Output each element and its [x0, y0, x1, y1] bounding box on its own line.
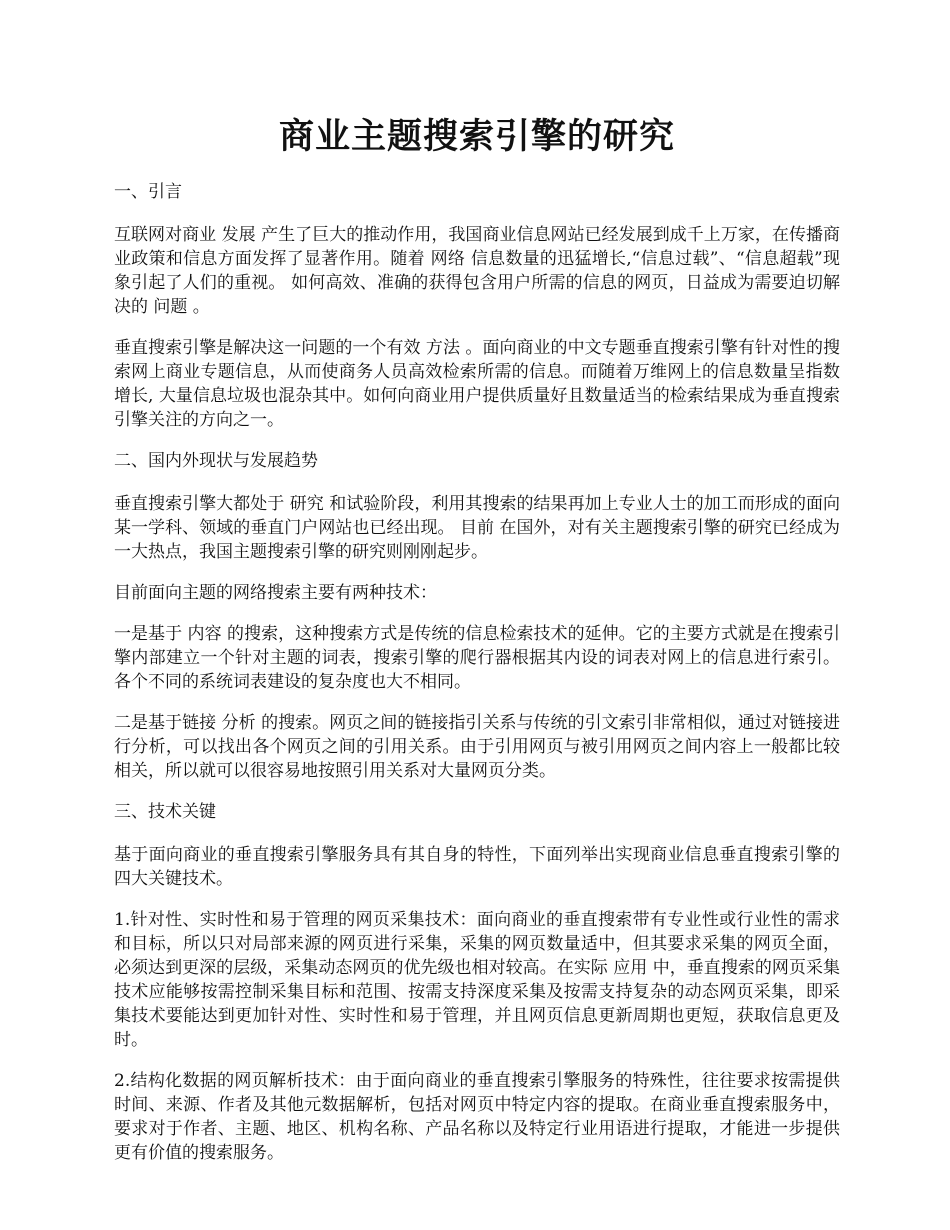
paragraph: 基于面向商业的垂直搜索引擎服务具有其自身的特性，下面列举出实现商业信息垂直搜索引擎的四大关键技术。 [114, 845, 840, 889]
section-heading-intro: 一、引言 [114, 182, 182, 202]
paragraph: 垂直搜索引擎大都处于 研究 和试验阶段，利用其搜索的结果再加上专业人士的加工而形成的面向某一学科、领域的垂直门户网站也已经出现。 目前 在国外，对有关主题搜索引擎的研究已经成为一大热点，我国主题搜索引擎的研究则刚刚起步。 [114, 494, 840, 562]
paragraph: 一是基于 内容 的搜索，这种搜索方式是传统的信息检索技术的延伸。它的主要方式就是在搜索引擎内部建立一个针对主题的词表，搜索引擎的爬行器根据其内设的词表对网上的信息进行索引。各个不同的系统词表建设的复杂度也大不相同。 [114, 624, 840, 692]
page-title: 商业主题搜索引擎的研究 [278, 116, 675, 157]
paragraph: 目前面向主题的网络搜索主要有两种技术： [114, 583, 437, 603]
paragraph: 垂直搜索引擎是解决这一问题的一个有效 方法 。面向商业的中文专题垂直搜索引擎有针对性的搜索网上商业专题信息，从而使商务人员高效检索所需的信息。而随着万维网上的信息数量呈指数增长, 大量信息垃圾也混杂其中。如何向商业用户提供质量好且数量适当的检索结果成为垂直搜索引擎关注的方向之一。 [114, 338, 840, 430]
paragraph: 二是基于链接 分析 的搜索。网页之间的链接指引关系与传统的引文索引非常相似，通过对链接进行分析，可以找出各个网页之间的引用关系。由于引用网页与被引用网页之间内容上一般都比较相关，所以就可以很容易地按照引用关系对大量网页分类。 [114, 713, 840, 781]
paragraph: 1.针对性、实时性和易于管理的网页采集技术：面向商业的垂直搜索带有专业性或行业性的需求和目标，所以只对局部来源的网页进行采集，采集的网页数量适中，但其要求采集的网页全面，必须达到更深的层级，采集动态网页的优先级也相对较高。在实际 应用 中，垂直搜索的网页采集技术应能够按需控制采集目标和范围、按需支持深度采集及按需支持复杂的动态网页采集，即采集技术要能达到更加针对性、实时性和易于管理，并且网页信息更新周期也更短，获取信息更及时。 [114, 910, 840, 1050]
paragraph: 2.结构化数据的网页解析技术：由于面向商业的垂直搜索引擎服务的特殊性，往往要求按需提供时间、来源、作者及其他元数据解析，包括对网页中特定内容的提取。在商业垂直搜索服务中，要求对于作者、主题、地区、机构名称、产品名称以及特定行业用语进行提取，才能进一步提供更有价值的搜索服务。 [114, 1071, 840, 1163]
section-heading-tech: 三、技术关键 [114, 802, 216, 822]
section-heading-status: 二、国内外现状与发展趋势 [114, 451, 318, 471]
paragraph: 互联网对商业 发展 产生了巨大的推动作用，我国商业信息网站已经发展到成千上万家，在传播商业政策和信息方面发挥了显著作用。随着 网络 信息数量的迅猛增长,“信息过载”、“信息超载”现象引起了人们的重视。 如何高效、准确的获得包含用户所需的信息的网页，日益成为需要迫切解决的 问题 。 [114, 225, 840, 317]
document-page [114, 0, 840, 1165]
